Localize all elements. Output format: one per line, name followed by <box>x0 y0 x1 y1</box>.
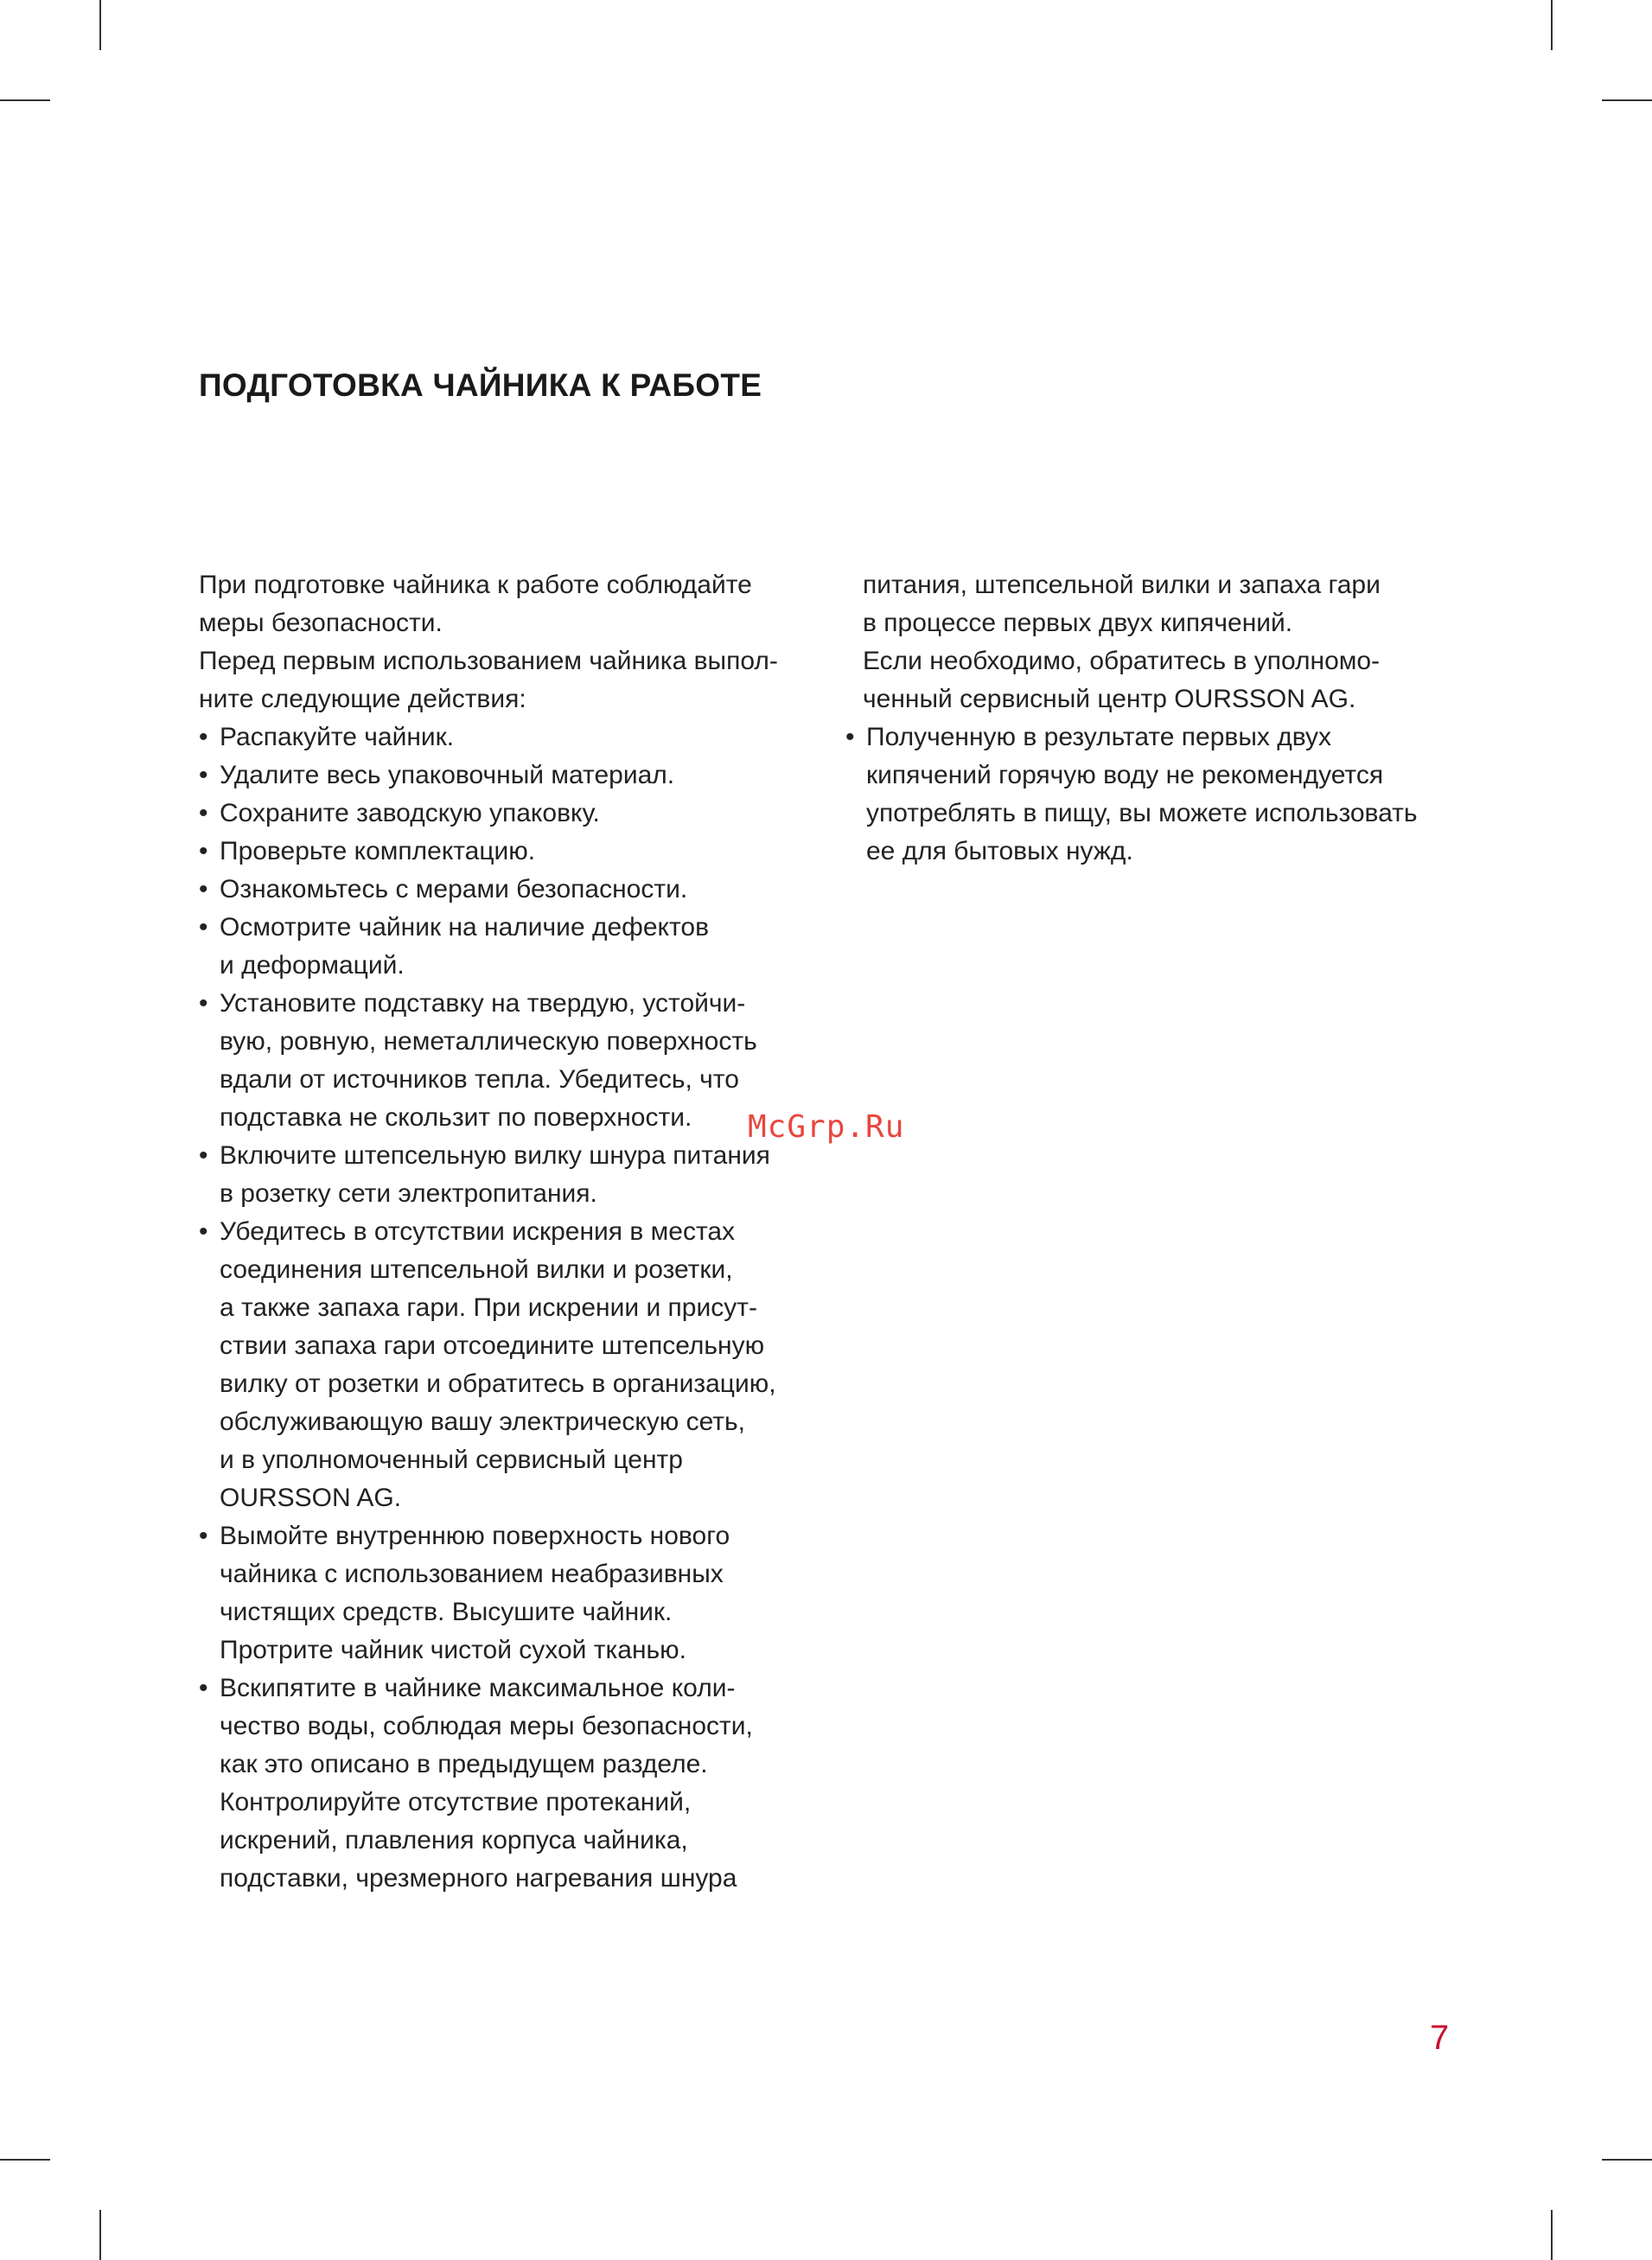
list-item-text: Вымойте внутреннюю поверхность нового чайника с использованием неабразивных чистящих средств. Высушите чайник. Протрите чайник чистой сухой тканью. <box>220 1522 730 1664</box>
right-column <box>845 566 1485 871</box>
left-column <box>199 566 821 1898</box>
list-item-text: Осмотрите чайник на наличие дефектов и деформаций. <box>220 913 710 980</box>
watermark: McGrp.Ru <box>748 1109 905 1145</box>
crop-mark-bottom-right-horizontal <box>1602 2159 1652 2161</box>
intro-paragraph-2: Перед первым использованием чайника выпол- ните следующие действия: <box>199 647 778 713</box>
crop-mark-top-right-vertical <box>1551 0 1553 50</box>
list-item-text: Сохраните заводскую упаковку. <box>220 799 600 827</box>
bullet-icon: • <box>199 1674 208 1702</box>
section-heading: ПОДГОТОВКА ЧАЙНИКА К РАБОТЕ <box>199 367 762 403</box>
bullet-icon: • <box>199 799 208 827</box>
list-item-text: Полученную в результате первых двух кипячений горячую воду не рекомендуется употреблять в пищу, вы можете использовать ее для бытовых нужд. <box>866 723 1418 865</box>
list-item-text: Распакуйте чайник. <box>220 723 455 751</box>
list-item-text: Вскипятите в чайнике максимальное коли- чество воды, соблюдая меры безопасности, как это описано в предыдущем разделе. Контролируйте отсутствие протеканий, искрений, плавления корпуса чайника, подставки, чрезмерного нагревания шнура <box>220 1674 753 1893</box>
list-item <box>199 795 821 833</box>
list-item <box>199 1669 821 1898</box>
bullet-icon: • <box>199 1141 208 1170</box>
crop-mark-bottom-left-horizontal <box>0 2159 50 2161</box>
bullet-icon: • <box>199 837 208 865</box>
continued-list-text: питания, штепсельной вилки и запаха гари в процессе первых двух кипячений. Если необходимо, обратитесь в уполномо- ченный сервисный центр OURSSON AG. <box>863 571 1381 713</box>
bullet-icon: • <box>199 723 208 751</box>
list-item <box>199 1213 821 1517</box>
crop-mark-top-right-horizontal <box>1602 99 1652 101</box>
intro-paragraph-1: При подготовке чайника к работе соблюдайте меры безопасности. <box>199 571 752 637</box>
list-item <box>199 1137 821 1213</box>
list-item-text: Убедитесь в отсутствии искрения в местах соединения штепсельной вилки и розетки, а также запаха гари. При искрении и присут- ствии запаха гари отсоедините штепсельную вилку от розетки и обратитесь в организацию, обслуживающую вашу электрическую сеть, и в уполномоченный сервисный центр OURSSON AG. <box>220 1217 776 1512</box>
list-item-text: Включите штепсельную вилку шнура питания в розетку сети электропитания. <box>220 1141 770 1208</box>
bullet-icon: • <box>199 875 208 903</box>
list-item <box>199 833 821 871</box>
additional-steps-list <box>845 718 1485 871</box>
bullet-icon: • <box>845 723 855 751</box>
page-number: 7 <box>1430 2019 1450 2057</box>
list-item-text: Удалите весь упаковочный материал. <box>220 761 675 789</box>
list-item <box>199 718 821 757</box>
bullet-icon: • <box>199 761 208 789</box>
crop-mark-bottom-right-vertical <box>1551 2210 1553 2260</box>
list-item <box>845 718 1485 871</box>
list-item <box>199 757 821 795</box>
list-item-text: Проверьте комплектацию. <box>220 837 536 865</box>
list-item-text: Ознакомьтесь с мерами безопасности. <box>220 875 688 903</box>
list-item-text: Установите подставку на твердую, устойчи- вую, ровную, неметаллическую поверхность вдали от источников тепла. Убедитесь, что подставка не скользит по поверхности. <box>220 989 757 1132</box>
crop-mark-top-left-vertical <box>99 0 101 50</box>
bullet-icon: • <box>199 1522 208 1550</box>
bullet-icon: • <box>199 1217 208 1246</box>
list-item <box>199 909 821 985</box>
crop-mark-top-left-horizontal <box>0 99 50 101</box>
bullet-icon: • <box>199 913 208 942</box>
list-item <box>199 1517 821 1669</box>
preparation-steps-list <box>199 718 821 1898</box>
list-item <box>199 985 821 1137</box>
list-item <box>199 871 821 909</box>
bullet-icon: • <box>199 989 208 1018</box>
crop-mark-bottom-left-vertical <box>99 2210 101 2260</box>
